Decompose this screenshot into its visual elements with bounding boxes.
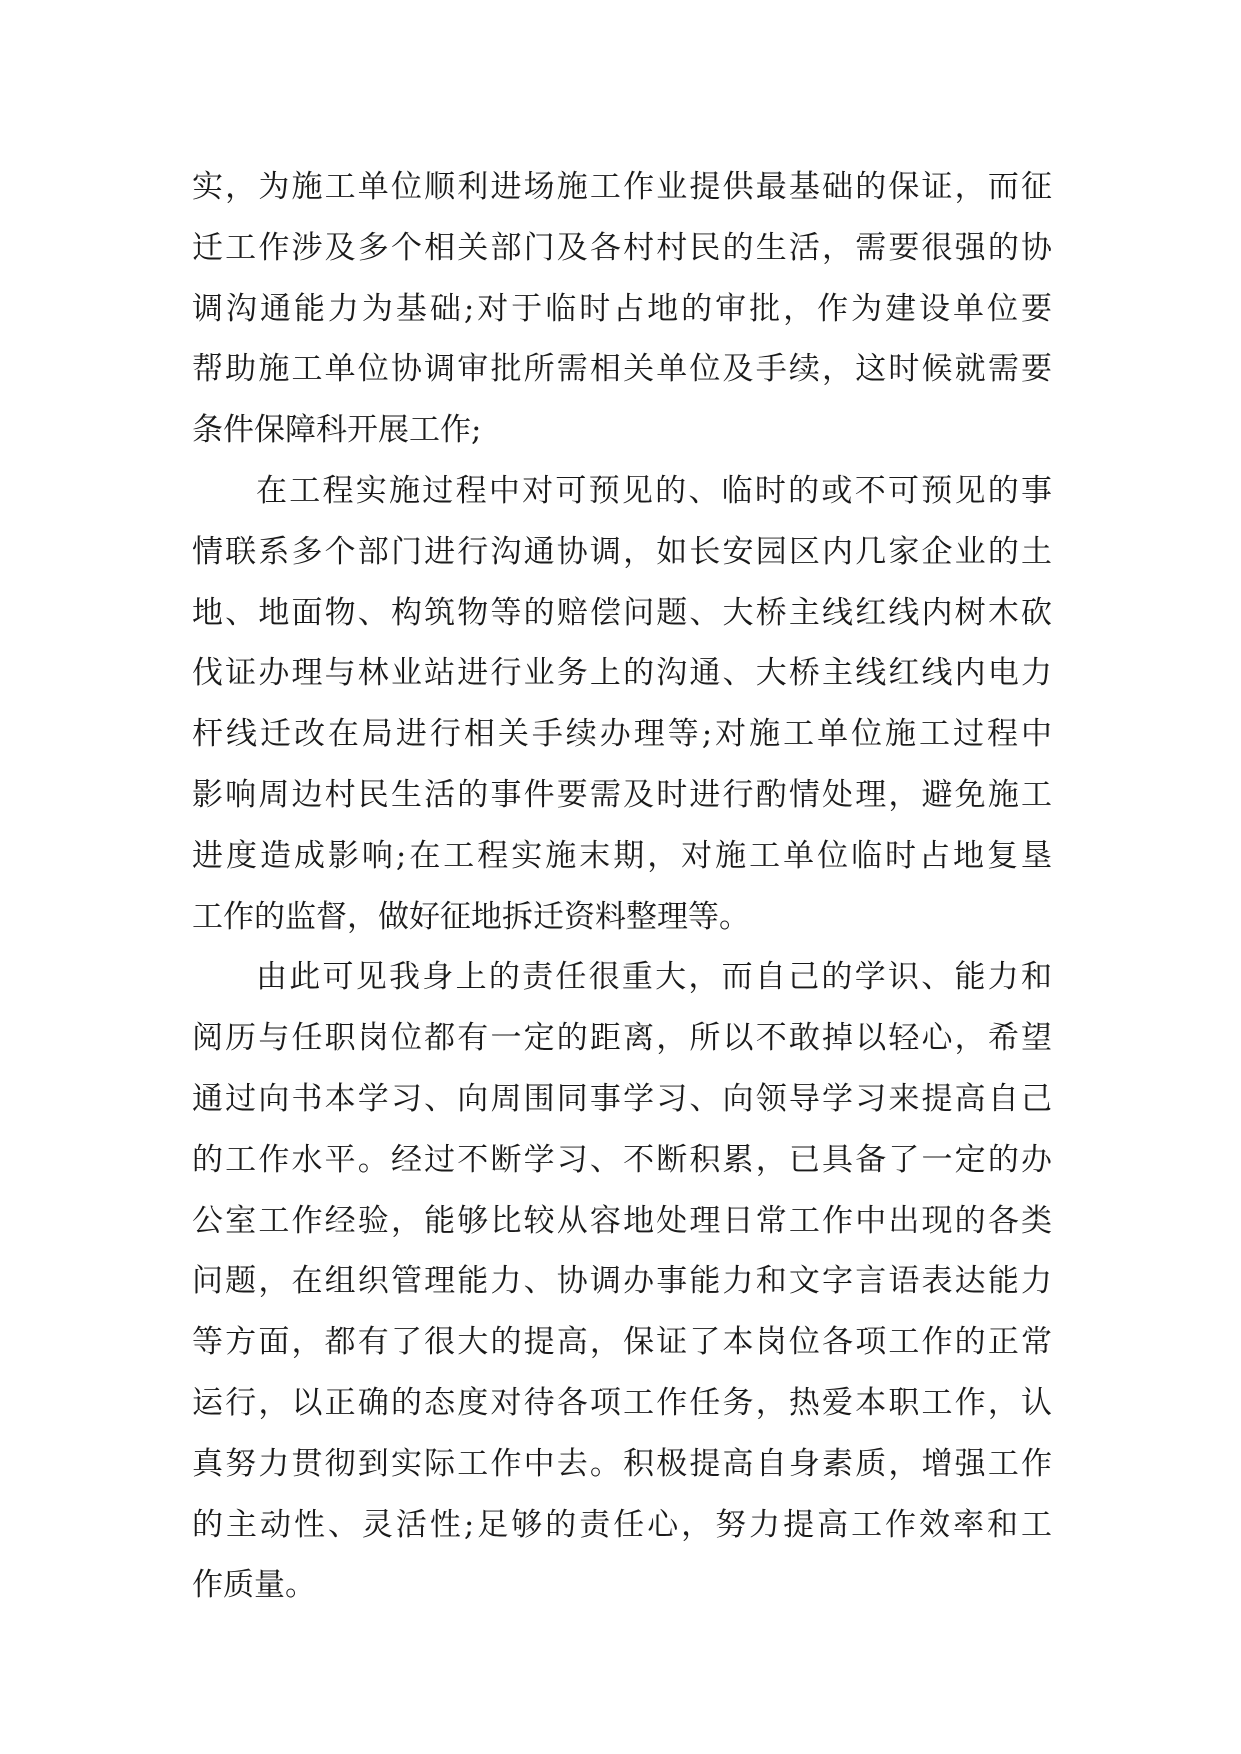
text-line: 运行，以正确的态度对待各项工作任务，热爱本职工作，认	[192, 1384, 1052, 1421]
text-line: 杆线迁改在局进行相关手续办理等;对施工单位施工过程中	[192, 716, 1052, 753]
text-line: 伐证办理与林业站进行业务上的沟通、大桥主线红线内电力	[192, 655, 1052, 692]
text-line: 迁工作涉及多个相关部门及各村村民的生活，需要很强的协	[192, 229, 1052, 266]
text-line: 的主动性、灵活性;足够的责任心，努力提高工作效率和工	[192, 1506, 1052, 1543]
text-line: 公室工作经验，能够比较从容地处理日常工作中出现的各类	[192, 1202, 1052, 1239]
text-line: 由此可见我身上的责任很重大，而自己的学识、能力和	[256, 959, 1052, 996]
text-line: 实，为施工单位顺利进场施工作业提供最基础的保证，而征	[192, 169, 1052, 205]
text-line: 在工程实施过程中对可预见的、临时的或不可预见的事	[256, 472, 1052, 509]
text-line: 阅历与任职岗位都有一定的距离，所以不敢掉以轻心，希望	[192, 1020, 1052, 1057]
text-line: 的工作水平。经过不断学习、不断积累，已具备了一定的办	[192, 1141, 1052, 1178]
text-line: 地、地面物、构筑物等的赔偿问题、大桥主线红线内树木砍	[192, 594, 1052, 631]
text-line: 通过向书本学习、向周围同事学习、向领导学习来提高自己	[192, 1080, 1052, 1117]
text-line: 真努力贯彻到实际工作中去。积极提高自身素质，增强工作	[192, 1445, 1052, 1482]
text-line: 调沟通能力为基础;对于临时占地的审批，作为建设单位要	[192, 290, 1052, 327]
text-line: 条件保障科开展工作;	[192, 412, 482, 449]
text-line: 情联系多个部门进行沟通协调，如长安园区内几家企业的土	[192, 533, 1052, 570]
text-line: 影响周边村民生活的事件要需及时进行酌情处理，避免施工	[192, 776, 1052, 813]
document-body	[192, 157, 1052, 1616]
text-line: 进度造成影响;在工程实施末期，对施工单位临时占地复垦	[192, 837, 1052, 874]
text-line: 帮助施工单位协调审批所需相关单位及手续，这时候就需要	[192, 351, 1052, 388]
text-line: 问题，在组织管理能力、协调办事能力和文字言语表达能力	[192, 1263, 1052, 1300]
text-line: 工作的监督，做好征地拆迁资料整理等。	[192, 898, 750, 935]
text-line: 作质量。	[192, 1567, 316, 1604]
text-line: 等方面，都有了很大的提高，保证了本岗位各项工作的正常	[192, 1324, 1052, 1361]
